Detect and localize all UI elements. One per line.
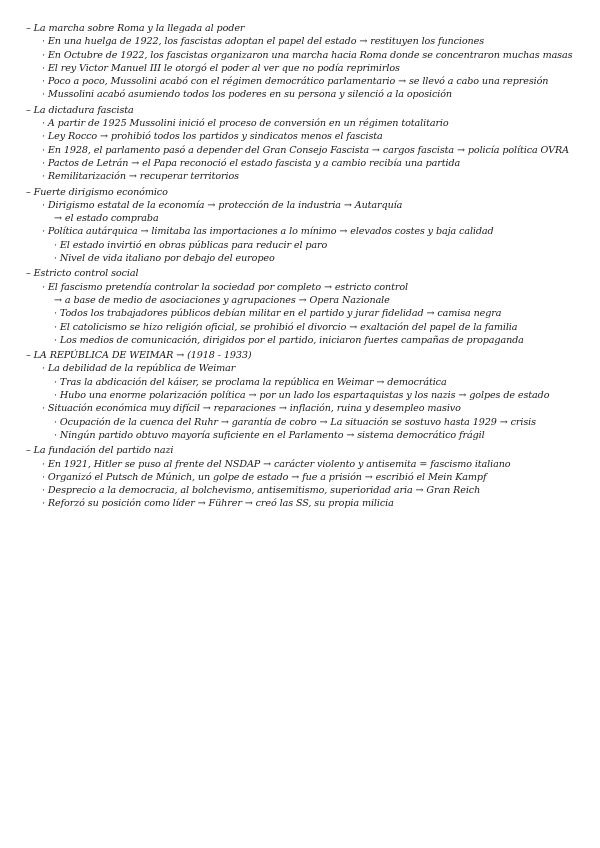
section-heading: – LA REPÚBLICA DE WEIMAR → (1918 - 1933)	[26, 350, 252, 362]
note-line: → a base de medio de asociaciones y agrupaciones → Opera Nazionale	[54, 294, 390, 306]
handwritten-notes	[18, 22, 582, 511]
note-line: · A partir de 1925 Mussolini inició el proceso de conversión en un régimen totalitario	[42, 118, 449, 130]
note-line: · Ley Rocco → prohibió todos los partidos y sindicatos menos el fascista	[42, 131, 383, 143]
note-line: · Remilitarización → recuperar territorios	[42, 171, 239, 183]
note-line: · En una huelga de 1922, los fascistas adoptan el papel del estado → restituyen los funciones	[42, 36, 485, 48]
note-line: · Nivel de vida italiano por debajo del europeo	[54, 253, 275, 265]
note-line: · Hubo una enorme polarización política → por un lado los espartaquistas y los nazis → golpes de estado	[54, 390, 550, 402]
note-line: · En 1928, el parlamento pasó a depender del Gran Consejo Fascista → cargos fascista → policía política OVRA	[42, 144, 569, 156]
note-line: · Situación económica muy difícil → reparaciones → inflación, ruina y desempleo masivo	[42, 403, 461, 415]
note-line: · El fascismo pretendía controlar la sociedad por completo → estricto control	[42, 281, 409, 293]
note-line: · Ningún partido obtuvo mayoría suficiente en el Parlamento → sistema democrático frágil	[54, 429, 485, 441]
note-line: · Organizó el Putsch de Múnich, un golpe de estado → fue a prisión → escribió el Mein Kampf	[42, 471, 487, 483]
note-line: · Todos los trabajadores públicos debían militar en el partido y jurar fidelidad → camisa negra	[54, 308, 502, 320]
section-heading: – La marcha sobre Roma y la llegada al poder	[26, 23, 245, 34]
note-line: · En 1921, Hitler se puso al frente del NSDAP → carácter violento y antisemita = fascismo italiano	[42, 458, 511, 470]
note-line: · Reforzó su posición como líder → Führer → creó las SS, su propia milicia	[42, 498, 394, 510]
note-line: · Desprecio a la democracia, al bolchevismo, antisemitismo, superioridad aria → Gran Reich	[42, 485, 481, 497]
note-line: · En Octubre de 1922, los fascistas organizaron una marcha hacia Roma donde se concentraron muchas masas	[42, 49, 573, 61]
note-line: · Tras la abdicación del káiser, se proclama la república en Weimar → democrática	[54, 376, 447, 388]
note-line: · Poco a poco, Mussolini acabó con el régimen democrático parlamentario → se llevó a cabo una represión	[42, 76, 549, 88]
section-heading: – Fuerte dirigismo económico	[26, 186, 168, 198]
note-line: · Ocupación de la cuenca del Ruhr → garantía de cobro → La situación se sostuvo hasta 1929 → crisis	[54, 416, 536, 428]
note-line: · Dirigismo estatal de la economía → protección de la industria → Autarquía	[42, 199, 403, 211]
note-line: · Política autárquica → limitaba las importaciones a lo mínimo → elevados costes y baja calidad	[42, 226, 494, 238]
note-line: · El catolicismo se hizo religión oficial, se prohibió el divorcio → exaltación del papel de la familia	[54, 321, 518, 333]
note-line: · El estado invirtió en obras públicas para reducir el paro	[54, 239, 328, 251]
section-heading: – La fundación del partido nazi	[26, 445, 174, 457]
note-line: · El rey Victor Manuel III le otorgó el poder al ver que no podía reprimirlos	[42, 62, 400, 74]
note-line: · Los medios de comunicación, dirigidos por el partido, iniciaron fuertes campañas de propaganda	[54, 334, 524, 346]
note-line: → el estado compraba	[54, 213, 159, 225]
section-heading: – Estricto control social	[26, 268, 139, 280]
note-line: · Mussolini acabó asumiendo todos los poderes en su persona y silenció a la oposición	[42, 89, 453, 101]
section-heading: – La dictadura fascista	[26, 104, 134, 116]
note-line: · Pactos de Letrán → el Papa reconoció el estado fascista y a cambio recibía una partida	[42, 157, 461, 169]
note-line: · La debilidad de la república de Weimar	[42, 363, 236, 375]
